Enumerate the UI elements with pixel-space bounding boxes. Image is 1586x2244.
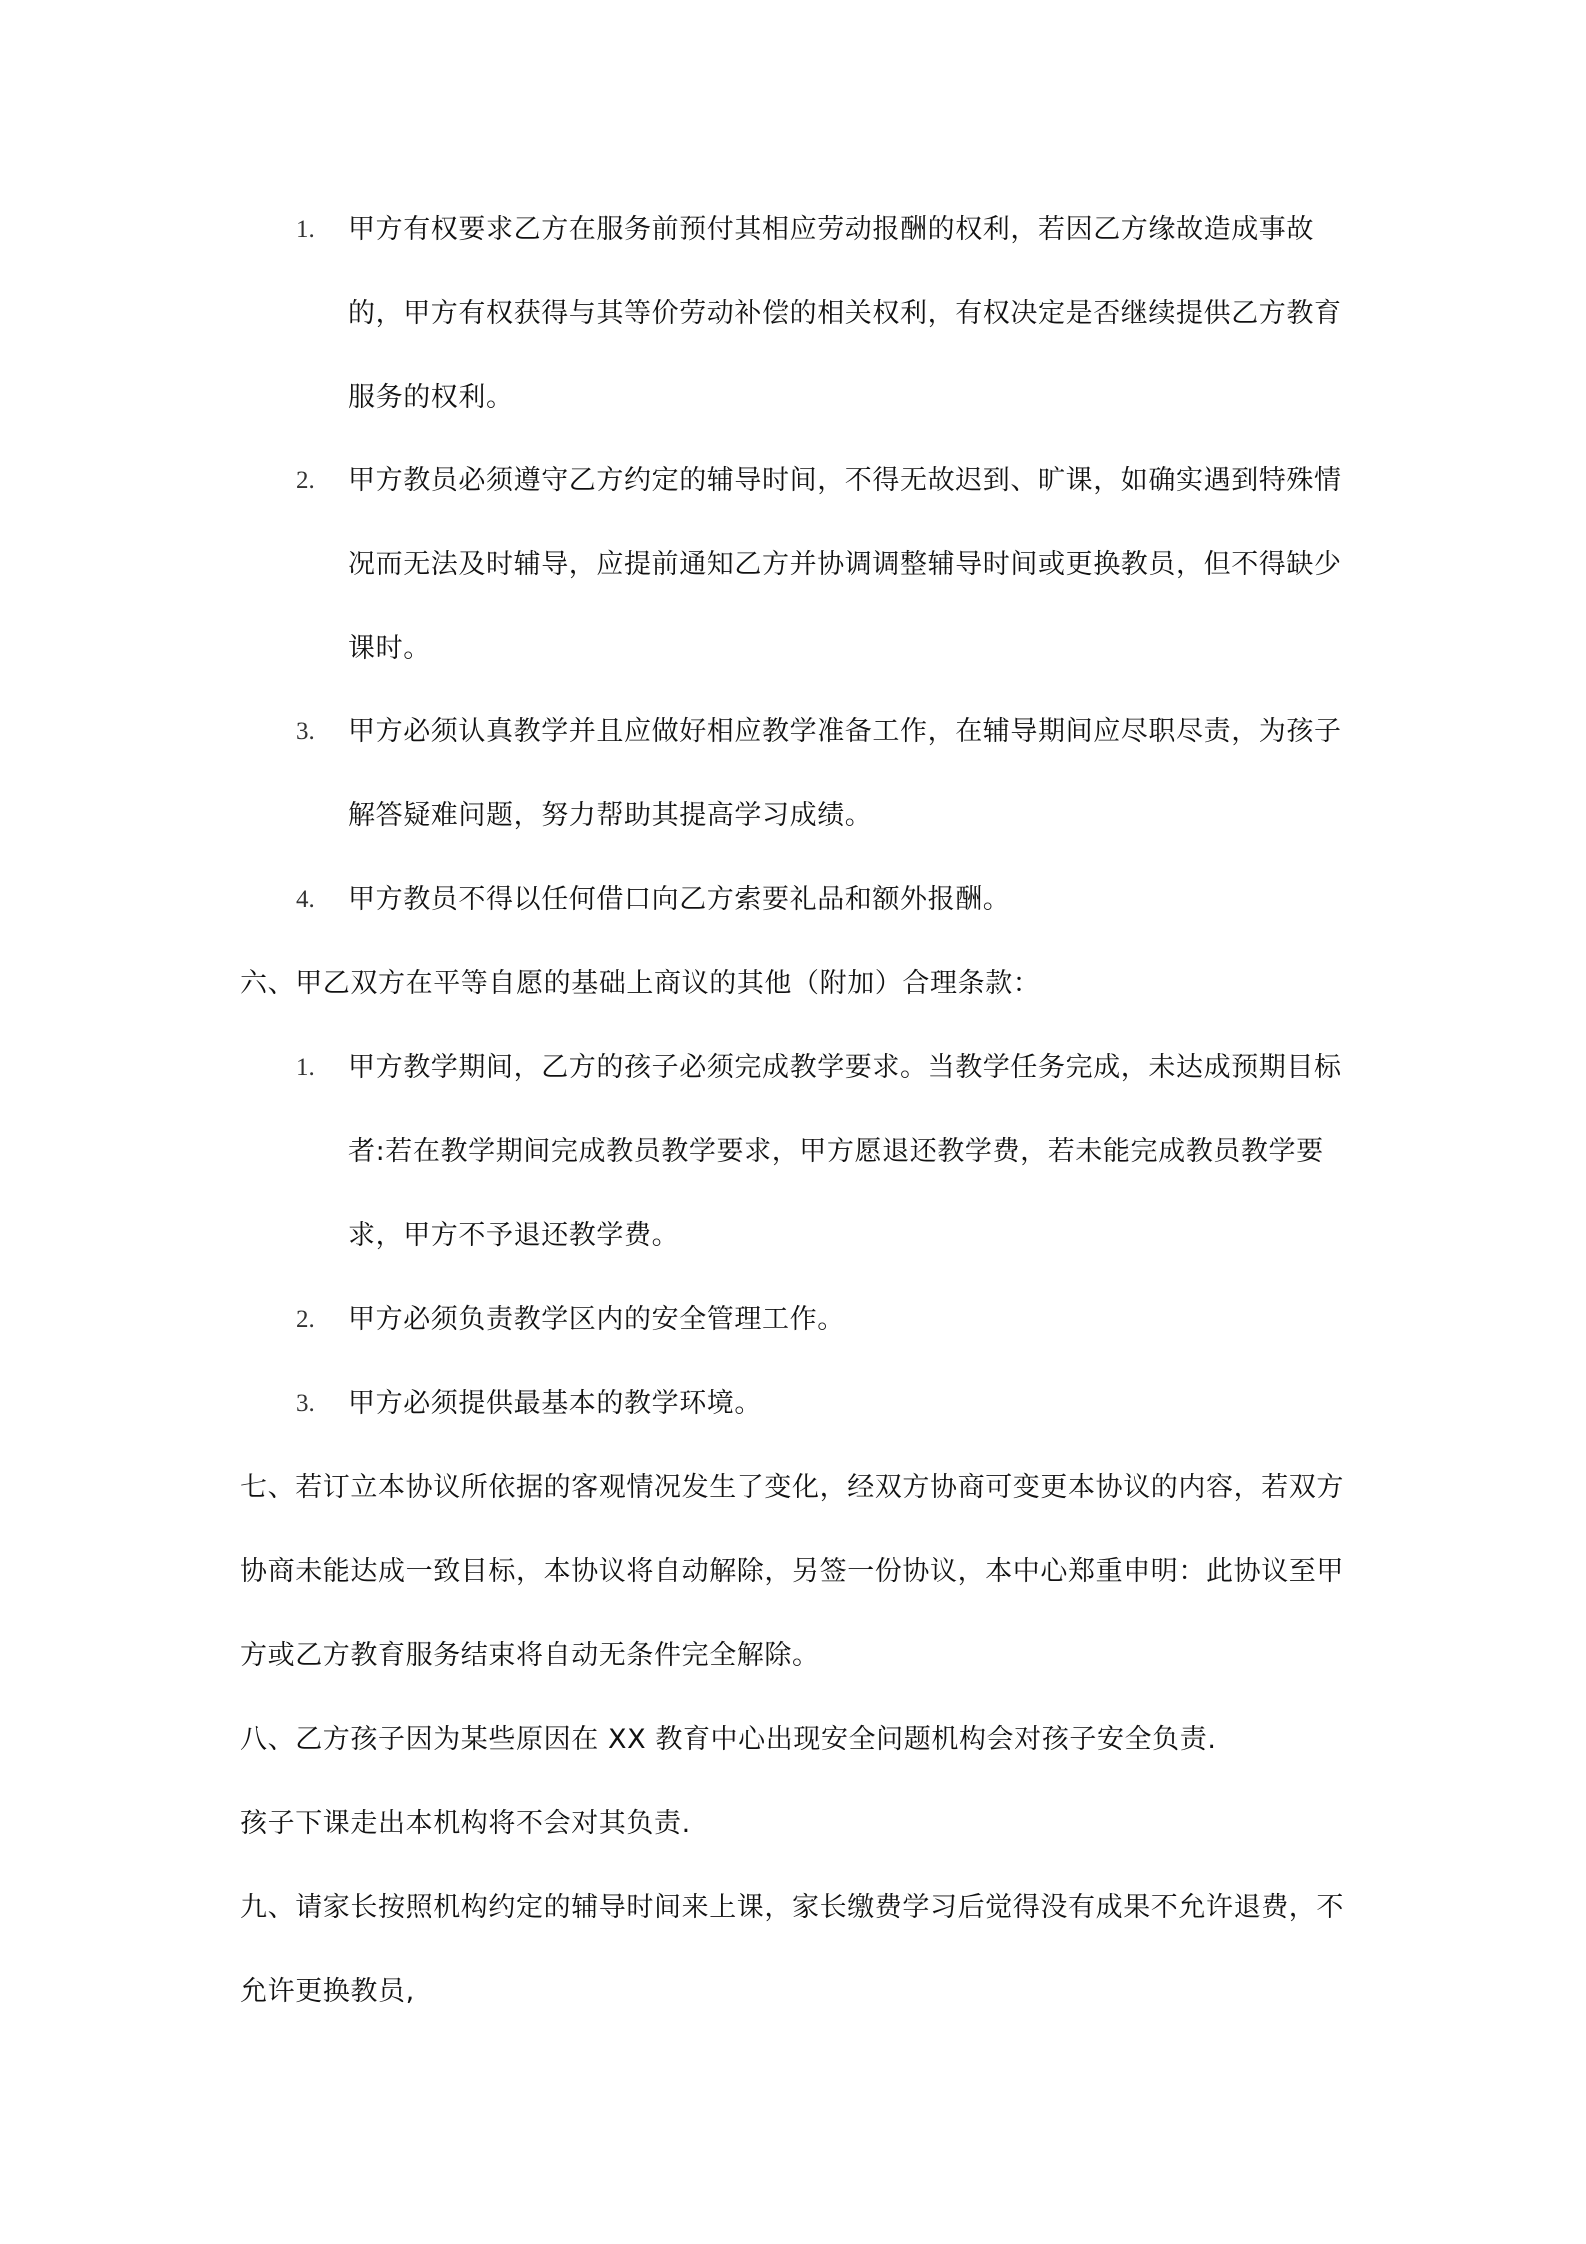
item-text-line: 课时。 bbox=[348, 633, 431, 664]
item-text-line: 甲方必须负责教学区内的安全管理工作。 bbox=[348, 1304, 845, 1335]
item-text-line: 况而无法及时辅导，应提前通知乙方并协调调整辅导时间或更换教员，但不得缺少 bbox=[348, 549, 1342, 580]
item-number: 4. bbox=[296, 886, 315, 913]
item-text-line: 者:若在教学期间完成教员教学要求，甲方愿退还教学费，若未能完成教员教学要 bbox=[348, 1136, 1324, 1167]
section-paragraph-line: 七、若订立本协议所依据的客观情况发生了变化，经双方协商可变更本协议的内容，若双方 bbox=[240, 1472, 1344, 1503]
item-text-line: 甲方必须认真教学并且应做好相应教学准备工作，在辅导期间应尽职尽责，为孩子 bbox=[348, 716, 1342, 747]
item-text-line: 甲方教员不得以任何借口向乙方索要礼品和额外报酬。 bbox=[348, 884, 1011, 915]
item-number: 1. bbox=[296, 1054, 315, 1081]
section-paragraph-line: 八、乙方孩子因为某些原因在 XX 教育中心出现安全问题机构会对孩子安全负责. bbox=[240, 1724, 1217, 1755]
item-text-line: 甲方有权要求乙方在服务前预付其相应劳动报酬的权利，若因乙方缘故造成事故 bbox=[348, 214, 1314, 245]
item-number: 3. bbox=[296, 718, 315, 745]
item-text-line: 解答疑难问题，努力帮助其提高学习成绩。 bbox=[348, 800, 873, 831]
section-paragraph-line: 孩子下课走出本机构将不会对其负责. bbox=[240, 1808, 691, 1839]
section-paragraph-line: 协商未能达成一致目标，本协议将自动解除，另签一份协议，本中心郑重申明：此协议至甲 bbox=[240, 1556, 1344, 1587]
item-text-line: 求，甲方不予退还教学费。 bbox=[348, 1220, 680, 1251]
item-text-line: 的，甲方有权获得与其等价劳动补偿的相关权利，有权决定是否继续提供乙方教育 bbox=[348, 298, 1342, 329]
item-text-line: 甲方必须提供最基本的教学环境。 bbox=[348, 1388, 762, 1419]
item-number: 1. bbox=[296, 216, 315, 243]
section-paragraph-line: 九、请家长按照机构约定的辅导时间来上课，家长缴费学习后觉得没有成果不允许退费，不 bbox=[240, 1892, 1344, 1923]
item-text-line: 甲方教员必须遵守乙方约定的辅导时间，不得无故迟到、旷课，如确实遇到特殊情 bbox=[348, 465, 1342, 496]
item-number: 2. bbox=[296, 467, 315, 494]
section-paragraph-line: 方或乙方教育服务结束将自动无条件完全解除。 bbox=[240, 1640, 820, 1671]
section-paragraph-line: 允许更换教员, bbox=[240, 1976, 415, 2007]
item-number: 2. bbox=[296, 1306, 315, 1333]
section-heading: 六、甲乙双方在平等自愿的基础上商议的其他（附加）合理条款： bbox=[240, 968, 1041, 999]
item-text-line: 甲方教学期间，乙方的孩子必须完成教学要求。当教学任务完成，未达成预期目标 bbox=[348, 1052, 1342, 1083]
item-number: 3. bbox=[296, 1390, 315, 1417]
item-text-line: 服务的权利。 bbox=[348, 382, 514, 413]
